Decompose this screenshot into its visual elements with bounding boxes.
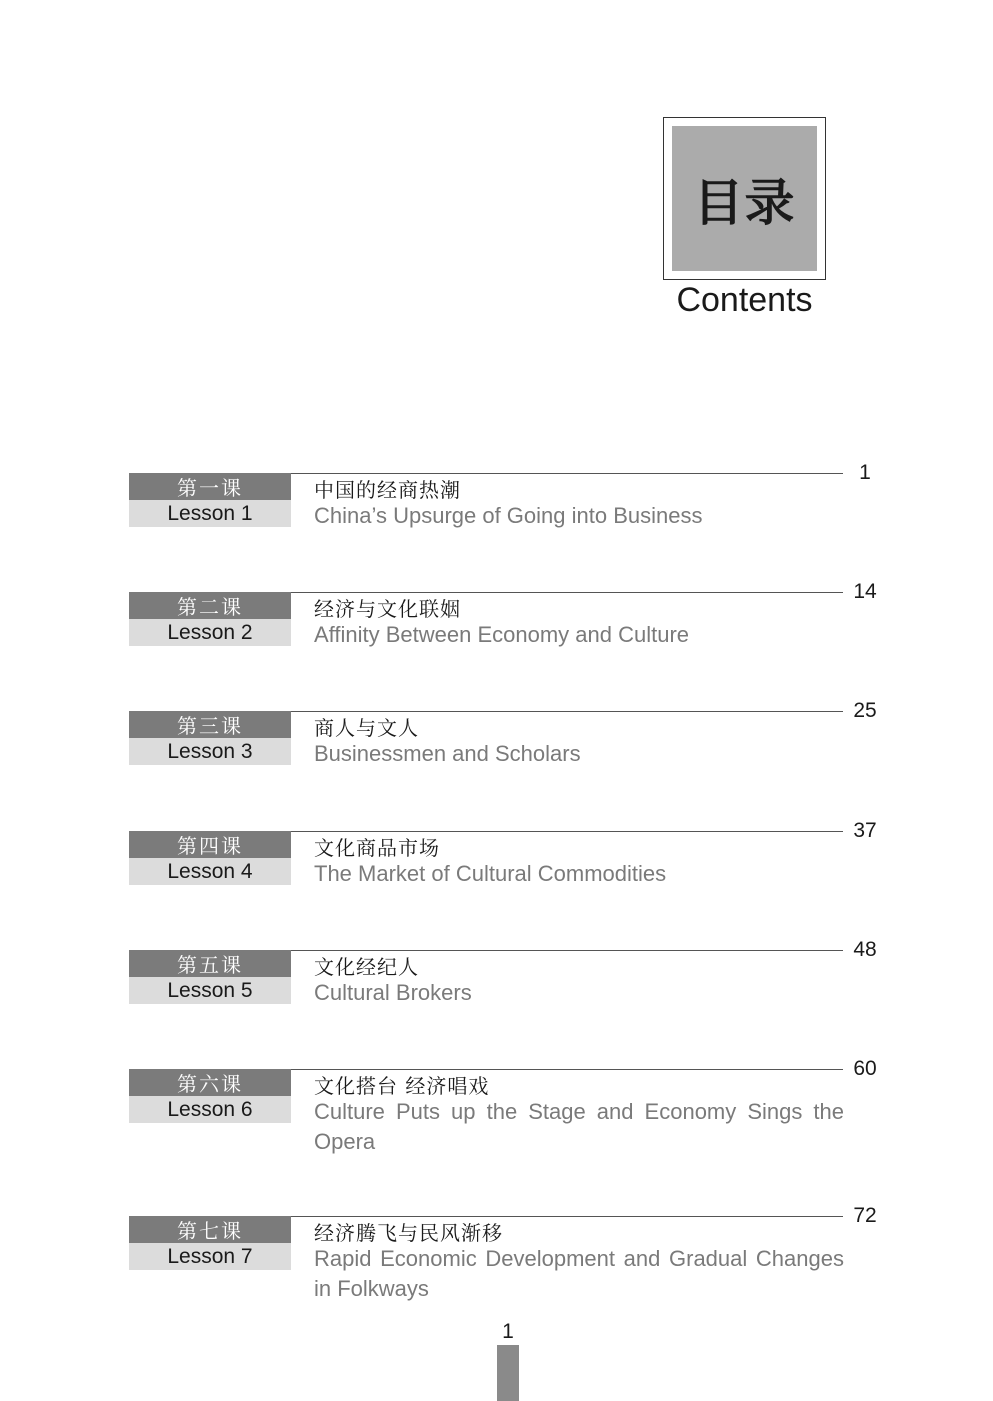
page-number: 72 <box>853 1204 877 1227</box>
lesson-title-cn: 经济腾飞与民风渐移 <box>314 1221 503 1245</box>
toc-entry-4[interactable] <box>0 819 993 886</box>
lesson-title-en: Culture Puts up the Stage and Economy Sings the Opera <box>314 1099 844 1154</box>
lesson-number-en: Lesson 4 <box>129 858 291 885</box>
lesson-number-cn: 第七课 <box>129 1216 291 1243</box>
page-title-cn: 目录 <box>672 126 817 271</box>
lesson-number-en: Lesson 5 <box>129 977 291 1004</box>
toc-entry-3[interactable] <box>0 699 993 766</box>
lesson-number-en: Lesson 6 <box>129 1096 291 1123</box>
lesson-number-cn: 第二课 <box>129 592 291 619</box>
lesson-title-cn: 文化商品市场 <box>314 836 440 860</box>
page-number: 37 <box>853 819 877 842</box>
lesson-number-en: Lesson 7 <box>129 1243 291 1270</box>
lesson-number-en: Lesson 1 <box>129 500 291 527</box>
page-title-en: Contents <box>676 281 813 319</box>
lesson-title-cn: 文化搭台 经济唱戏 <box>314 1074 490 1098</box>
toc-entry-2[interactable] <box>0 580 993 647</box>
page-tab-marker <box>497 1345 519 1401</box>
lesson-title-en: Rapid Economic Development and Gradual Changes in Folkways <box>314 1246 844 1301</box>
toc-entry-1[interactable] <box>0 461 993 528</box>
lesson-number-cn: 第四课 <box>129 831 291 858</box>
toc-entry-7[interactable] <box>0 1204 993 1301</box>
footer-page-number: 1 <box>502 1320 514 1343</box>
lesson-title-en: The Market of Cultural Commodities <box>314 861 667 886</box>
lesson-number-cn: 第五课 <box>129 950 291 977</box>
lesson-number-cn: 第一课 <box>129 473 291 500</box>
page-number: 14 <box>853 580 877 603</box>
toc-entry-5[interactable] <box>0 938 993 1005</box>
lesson-title-en: China’s Upsurge of Going into Business <box>314 503 703 528</box>
lesson-title-cn: 中国的经商热潮 <box>314 478 461 502</box>
toc-entry-6[interactable] <box>0 1057 993 1154</box>
lesson-number-cn: 第三课 <box>129 711 291 738</box>
lesson-title-cn: 文化经纪人 <box>314 955 419 979</box>
lesson-title-en: Affinity Between Economy and Culture <box>314 622 690 647</box>
page-number: 60 <box>853 1057 877 1080</box>
lesson-number-en: Lesson 2 <box>129 619 291 646</box>
lesson-number-cn: 第六课 <box>129 1069 291 1096</box>
lesson-title-en: Businessmen and Scholars <box>314 741 581 766</box>
page-number: 25 <box>853 699 877 722</box>
lesson-number-en: Lesson 3 <box>129 738 291 765</box>
lesson-title-cn: 经济与文化联姻 <box>314 597 461 621</box>
lesson-title-cn: 商人与文人 <box>314 716 419 740</box>
page-number: 48 <box>853 938 877 961</box>
lesson-title-en: Cultural Brokers <box>314 980 472 1005</box>
title-box <box>663 117 826 280</box>
page-number: 1 <box>859 461 871 484</box>
